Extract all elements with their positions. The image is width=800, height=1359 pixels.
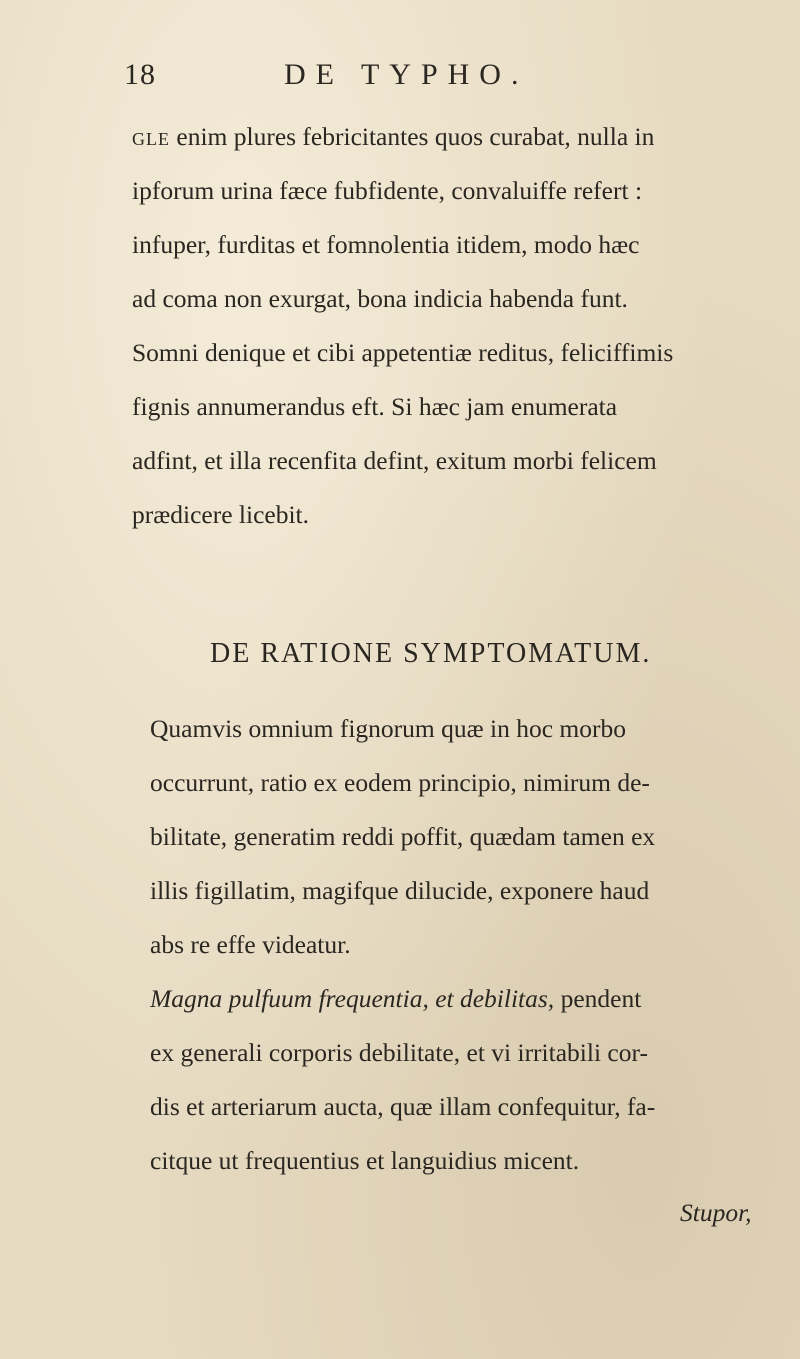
catchword: Stupor, bbox=[680, 1198, 752, 1227]
section-heading: DE RATIONE SYMPTOMATUM. bbox=[210, 638, 652, 669]
text-line: citque ut frequentius et languidius micent. bbox=[150, 1146, 580, 1175]
text-line: Quamvis omnium fignorum quæ in hoc morbo bbox=[150, 714, 626, 743]
text-line: prædicere licebit. bbox=[132, 500, 310, 529]
text-span: enim plures febricitantes quos curabat, nulla in bbox=[170, 122, 655, 151]
text-line: ad coma non exurgat, bona indicia habenda funt. bbox=[132, 284, 628, 313]
text-line: ex generali corporis debilitate, et vi irritabili cor- bbox=[150, 1038, 648, 1067]
italic-span: Magna pulfuum frequentia, bbox=[150, 984, 429, 1013]
text-line bbox=[132, 110, 772, 164]
text-line: infuper, furditas et fomnolentia itidem, modo hæc bbox=[132, 230, 640, 259]
text-line: bilitate, generatim reddi poffit, quædam tamen ex bbox=[150, 822, 656, 851]
text-line: occurrunt, ratio ex eodem principio, nimirum de- bbox=[150, 768, 650, 797]
text-line: ipforum urina fæce fubfidente, convaluiffe refert : bbox=[132, 176, 643, 205]
paragraph-symptoms bbox=[150, 702, 780, 1188]
page-number: 18 bbox=[124, 58, 156, 91]
text-line bbox=[150, 972, 780, 1026]
running-title: DE TYPHO. bbox=[284, 58, 529, 91]
text-line: fignis annumerandus eft. Si hæc jam enumerata bbox=[132, 392, 618, 421]
text-line: dis et arteriarum aucta, quæ illam confequitur, fa- bbox=[150, 1092, 656, 1121]
text-line: Somni denique et cibi appetentiæ reditus, feliciffimis bbox=[132, 338, 674, 367]
text-line: illis figillatim, magifque dilucide, exponere haud bbox=[150, 876, 650, 905]
text-line: abs re effe videatur. bbox=[150, 930, 351, 959]
text-span: pendent bbox=[554, 984, 642, 1013]
page-header bbox=[124, 58, 764, 98]
smallcaps-lead: gle bbox=[132, 122, 170, 151]
paragraph-prognosis bbox=[132, 110, 772, 542]
italic-span: et debilitas, bbox=[428, 984, 555, 1013]
text-line: adfint, et illa recenfita defint, exitum morbi felicem bbox=[132, 446, 657, 475]
